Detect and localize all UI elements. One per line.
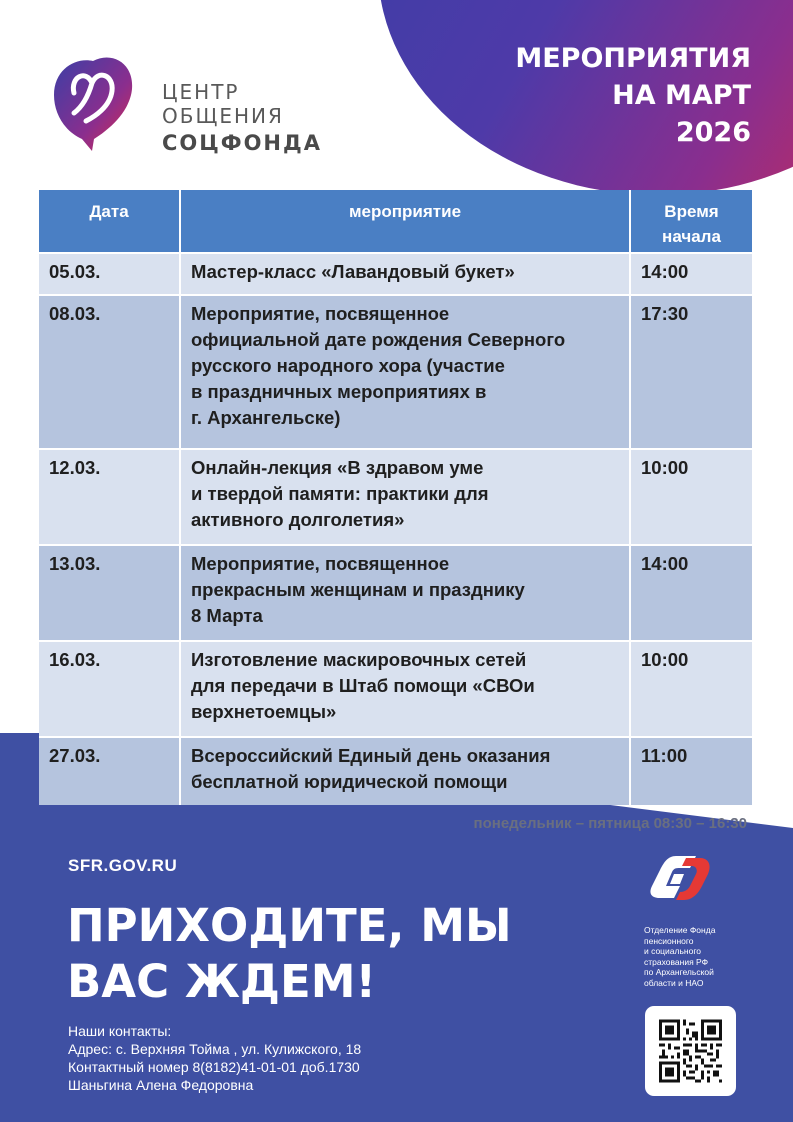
- event-date: 16.03.: [39, 641, 180, 737]
- contacts-phone: Контактный номер 8(8182)41-01-01 доб.1730: [68, 1059, 360, 1075]
- event-title: [180, 253, 630, 295]
- event-time: 14:00: [630, 253, 752, 295]
- table-row: [39, 545, 752, 641]
- sfr-caption-line: Отделение Фонда: [644, 925, 716, 935]
- event-time: 11:00: [630, 737, 752, 805]
- event-title-line: верхнетоемцы»: [191, 701, 337, 722]
- event-title: [180, 545, 630, 641]
- site-link[interactable]: SFR.GOV.RU: [68, 856, 178, 875]
- work-hours: понедельник – пятница 08:30 – 16:30: [473, 815, 747, 832]
- column-header-time-line: начала: [662, 227, 721, 246]
- event-time: 14:00: [630, 545, 752, 641]
- sfr-caption-line: области и НАО: [644, 977, 704, 988]
- sfr-caption-line: пенсионного: [644, 935, 694, 946]
- logo-text: [162, 80, 322, 158]
- title-line: 2026: [675, 117, 751, 148]
- event-title: [180, 641, 630, 737]
- event-date: 05.03.: [39, 253, 180, 295]
- sfr-caption-line: страхования РФ: [644, 956, 709, 967]
- event-time: 10:00: [630, 641, 752, 737]
- logo-line: СОЦФОНДА: [162, 131, 322, 155]
- event-title-line: Онлайн-лекция «В здравом уме: [191, 457, 484, 478]
- event-title-line: прекрасным женщинам и празднику: [191, 579, 525, 600]
- title-line: МЕРОПРИЯТИЯ: [515, 43, 751, 74]
- event-title-line: активного долголетия»: [191, 509, 405, 530]
- slogan-line: ПРИХОДИТЕ, МЫ: [67, 899, 512, 952]
- event-title: [180, 449, 630, 545]
- table-header-row: [39, 190, 752, 253]
- slogan: [67, 898, 512, 1010]
- event-title-line: и твердой памяти: практики для: [191, 483, 489, 504]
- qr-code-icon: [659, 1018, 722, 1084]
- event-title-line: в праздничных мероприятиях в: [191, 381, 487, 402]
- column-header-time-line: Время: [664, 202, 719, 221]
- contacts-person: Шаньгина Алена Федоровна: [68, 1077, 254, 1093]
- slogan-line: ВАС ЖДЕМ!: [67, 955, 377, 1008]
- event-title-line: официальной дате рождения Северного: [191, 329, 566, 350]
- sfr-caption: [644, 925, 744, 988]
- sfr-caption-line: по Архангельской: [644, 967, 714, 977]
- event-time: 10:00: [630, 449, 752, 545]
- event-time: 17:30: [630, 295, 752, 449]
- table-row: [39, 295, 752, 449]
- qr-code-card[interactable]: [645, 1006, 736, 1096]
- event-title: [180, 295, 630, 449]
- table-row: [39, 253, 752, 295]
- contacts: [68, 1022, 361, 1094]
- events-table: [39, 190, 752, 805]
- event-title-line: Мероприятие, посвященное: [191, 553, 450, 574]
- event-title-line: Всероссийский Единый день оказания: [191, 745, 551, 766]
- logo-line: ЦЕНТР: [162, 80, 240, 104]
- column-header-time: [630, 190, 752, 253]
- table-row: [39, 737, 752, 805]
- event-title-line: 8 Марта: [191, 605, 263, 626]
- logo-line: ОБЩЕНИЯ: [162, 104, 284, 128]
- event-title-line: для передачи в Штаб помощи «СВОи: [191, 675, 535, 696]
- event-date: 08.03.: [39, 295, 180, 449]
- event-title-line: г. Архангельске): [191, 407, 341, 428]
- contacts-address: Адрес: с. Верхняя Тойма , ул. Кулижского, 18: [68, 1041, 362, 1057]
- event-title-line: Изготовление маскировочных сетей: [191, 649, 527, 670]
- event-title-line: бесплатной юридической помощи: [191, 771, 508, 792]
- event-title-line: Мероприятие, посвященное: [191, 303, 450, 324]
- event-title-line: русского народного хора (участие: [191, 355, 505, 376]
- heart-speech-bubble-logo-icon: [52, 55, 134, 153]
- column-header-date: Дата: [39, 190, 180, 253]
- table-row: [39, 449, 752, 545]
- event-title-line: Мастер-класс «Лавандовый букет»: [191, 261, 515, 282]
- sfr-logo-icon: [646, 852, 712, 900]
- title-line: НА МАРТ: [612, 80, 751, 111]
- event-date: 12.03.: [39, 449, 180, 545]
- event-date: 27.03.: [39, 737, 180, 805]
- column-header-event: мероприятие: [180, 190, 630, 253]
- table-row: [39, 641, 752, 737]
- page-title: [451, 40, 751, 151]
- event-title: [180, 737, 630, 805]
- contacts-heading: Наши контакты:: [68, 1023, 172, 1039]
- event-date: 13.03.: [39, 545, 180, 641]
- sfr-caption-line: и социального: [644, 946, 701, 956]
